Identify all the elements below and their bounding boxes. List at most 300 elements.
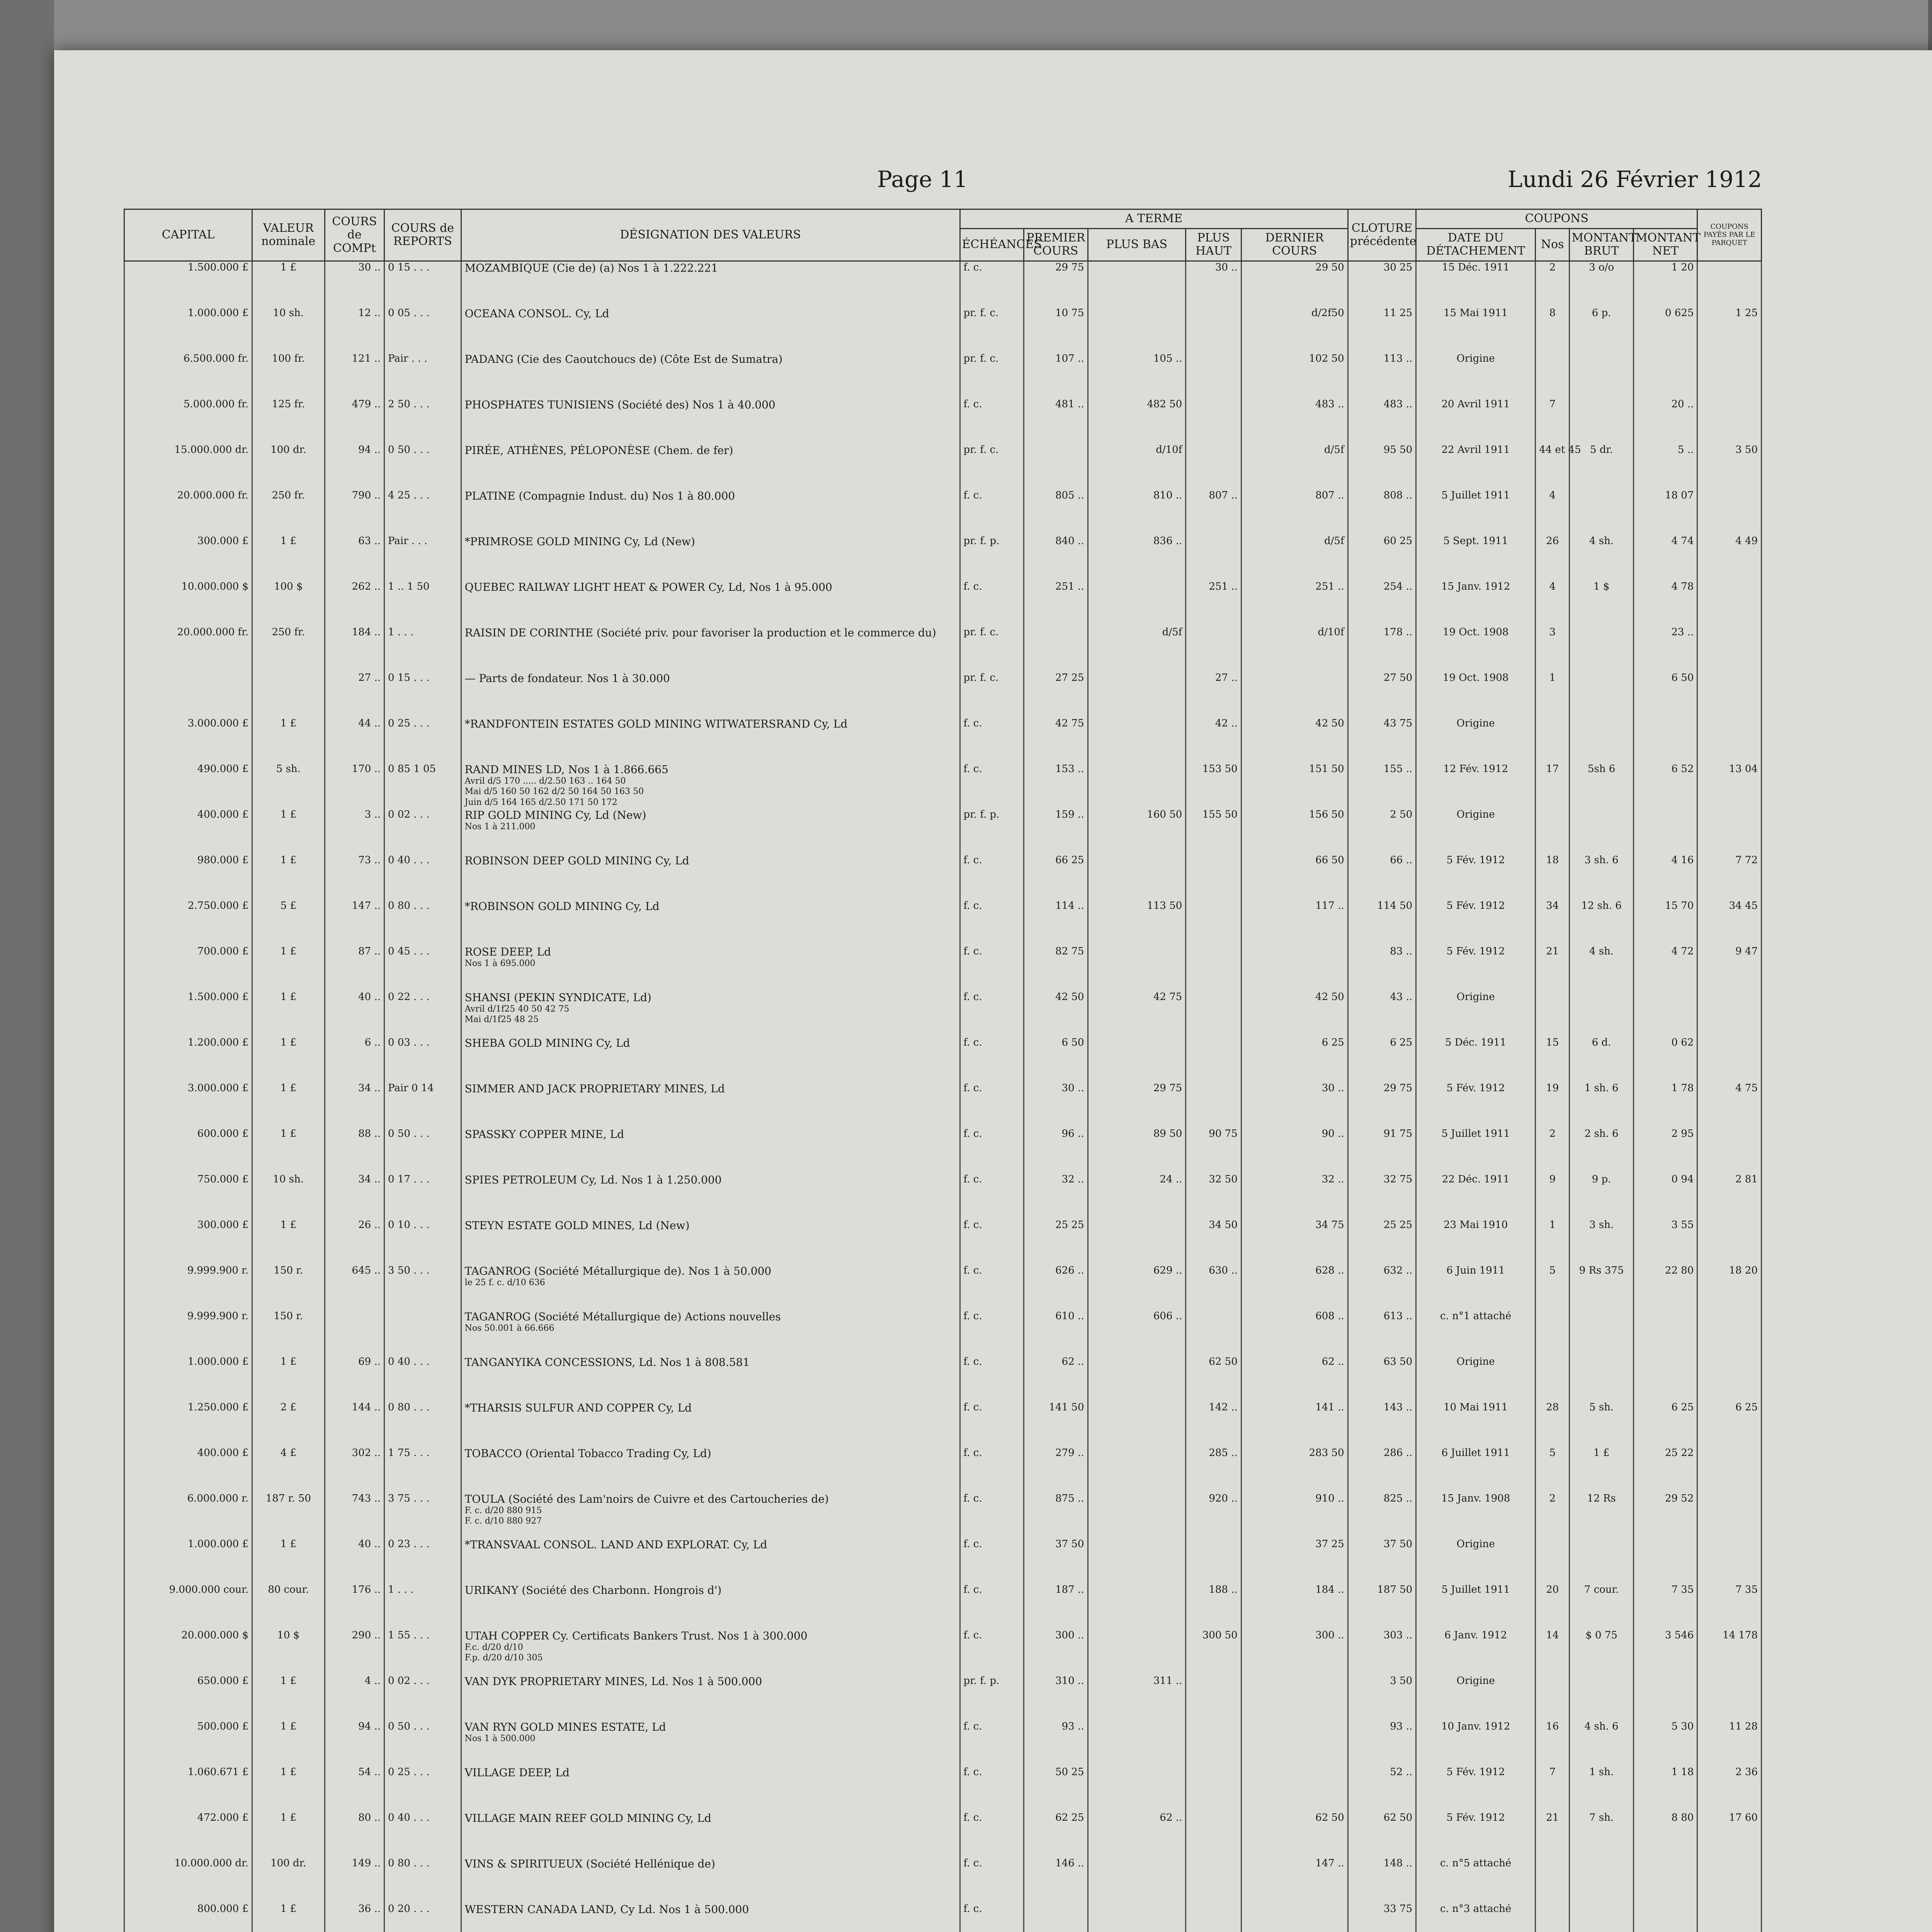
- col-designation: DÉSIGNATION DES VALEURS: [461, 209, 960, 261]
- cell-echeance: f. c.: [960, 1857, 1024, 1903]
- cell-capital: 1.500.000 £: [124, 991, 252, 1037]
- cell-capital: 2.750.000 £: [124, 900, 252, 946]
- cell-plus-bas: [1088, 1629, 1186, 1675]
- cell-net: 25 22: [1633, 1447, 1697, 1493]
- cell-brut: 1 sh.: [1570, 1766, 1634, 1812]
- cell-dernier: 147 ..: [1241, 1857, 1348, 1903]
- cell-date: 5 Déc. 1911: [1416, 1037, 1536, 1082]
- designation-sub: F. c. d/20 880 915: [464, 1505, 542, 1515]
- cell-cours-comp: 479 ..: [325, 398, 384, 444]
- cell-cours-comp: 34 ..: [325, 1082, 384, 1128]
- cell-designation: [461, 626, 960, 672]
- cell-brut: [1570, 1675, 1634, 1721]
- designation-text: UTAH COPPER Cy. Certificats Bankers Trust. Nos 1 à 300.000: [464, 1629, 808, 1642]
- designation-text: QUEBEC RAILWAY LIGHT HEAT & POWER Cy, Ld, Nos 1 à 95.000: [464, 580, 832, 594]
- cell-cloture: 113 ..: [1348, 353, 1416, 398]
- cell-plus-bas: [1088, 1857, 1186, 1903]
- cell-no: [1536, 1538, 1570, 1584]
- cell-designation: [461, 946, 960, 991]
- designation-sub: Nos 1 à 211.000: [464, 821, 536, 832]
- cell-dernier: 90 ..: [1241, 1128, 1348, 1173]
- cell-paye: [1697, 261, 1762, 307]
- cell-cours-reports: 0 50 . . .: [384, 444, 461, 490]
- cell-nominal: 1 £: [252, 1903, 325, 1932]
- cell-capital: 490.000 £: [124, 763, 252, 809]
- cell-dernier: 117 ..: [1241, 900, 1348, 946]
- cell-premier: 187 ..: [1024, 1584, 1088, 1629]
- designation-text: ROSE DEEP, Ld: [464, 945, 551, 958]
- cell-plus-haut: [1186, 353, 1241, 398]
- cell-cours-reports: 0 80 . . .: [384, 1401, 461, 1447]
- designation-sub: F.c. d/20 d/10: [464, 1642, 523, 1652]
- cell-no: [1536, 1903, 1570, 1932]
- col-dernier: DERNIER COURS: [1241, 228, 1348, 261]
- cell-nominal: 1 £: [252, 1538, 325, 1584]
- cell-brut: 6 d.: [1570, 1037, 1634, 1082]
- cell-cloture: 43 ..: [1348, 991, 1416, 1037]
- col-no: Nos: [1536, 228, 1570, 261]
- cell-date: Origine: [1416, 353, 1536, 398]
- designation-sub: Juin d/5 164 165 d/2.50 171 50 172: [464, 797, 617, 807]
- cell-brut: 1 sh. 6: [1570, 1082, 1634, 1128]
- cell-plus-haut: [1186, 1812, 1241, 1857]
- cell-paye: [1697, 1447, 1762, 1493]
- cell-paye: [1697, 626, 1762, 672]
- cell-no: 20: [1536, 1584, 1570, 1629]
- cell-cours-comp: 63 ..: [325, 535, 384, 581]
- table-row: [124, 581, 1762, 626]
- cell-no: 16: [1536, 1721, 1570, 1766]
- cell-cours-comp: 4 ..: [325, 1675, 384, 1721]
- cell-cours-comp: 80 ..: [325, 1812, 384, 1857]
- cell-brut: [1570, 991, 1634, 1037]
- cell-cloture: 187 50: [1348, 1584, 1416, 1629]
- cell-dernier: 156 50: [1241, 809, 1348, 854]
- cell-dernier: 910 ..: [1241, 1493, 1348, 1538]
- table-row: [124, 1493, 1762, 1538]
- cell-capital: 5.000.000 fr.: [124, 398, 252, 444]
- cell-designation: [461, 991, 960, 1037]
- cell-plus-haut: 251 ..: [1186, 581, 1241, 626]
- cell-echeance: pr. f. c.: [960, 672, 1024, 718]
- cell-dernier: 66 50: [1241, 854, 1348, 900]
- cell-cours-reports: 1 . . .: [384, 1584, 461, 1629]
- cell-cloture: 254 ..: [1348, 581, 1416, 626]
- cell-brut: [1570, 1857, 1634, 1903]
- cell-echeance: pr. f. p.: [960, 1675, 1024, 1721]
- cell-brut: [1570, 809, 1634, 854]
- cell-paye: [1697, 1128, 1762, 1173]
- cell-dernier: [1241, 946, 1348, 991]
- table-row: [124, 261, 1762, 307]
- cell-echeance: f. c.: [960, 1173, 1024, 1219]
- cell-brut: [1570, 1538, 1634, 1584]
- cell-paye: 13 04: [1697, 763, 1762, 809]
- cell-echeance: f. c.: [960, 1219, 1024, 1265]
- cell-designation: [461, 1265, 960, 1310]
- cell-brut: [1570, 672, 1634, 718]
- cell-brut: 9 Rs 375: [1570, 1265, 1634, 1310]
- cell-plus-bas: [1088, 672, 1186, 718]
- cell-cours-reports: 1 . . .: [384, 626, 461, 672]
- cell-dernier: [1241, 1903, 1348, 1932]
- cell-capital: 500.000 £: [124, 1721, 252, 1766]
- cell-net: 6 50: [1633, 672, 1697, 718]
- cell-cloture: 95 50: [1348, 444, 1416, 490]
- cell-capital: 472.000 £: [124, 1812, 252, 1857]
- cell-no: 26: [1536, 535, 1570, 581]
- cell-capital: 750.000 £: [124, 1173, 252, 1219]
- col-cours-reports: COURS de REPORTS: [384, 209, 461, 261]
- cell-designation: [461, 1356, 960, 1401]
- cell-echeance: f. c.: [960, 1493, 1024, 1538]
- cell-date: c. n°3 attaché: [1416, 1903, 1536, 1932]
- cell-dernier: d/10f: [1241, 626, 1348, 672]
- cell-date: Origine: [1416, 1538, 1536, 1584]
- page-header: [124, 166, 1762, 201]
- cell-echeance: f. c.: [960, 1310, 1024, 1356]
- cell-date: Origine: [1416, 991, 1536, 1037]
- cell-cloture: 825 ..: [1348, 1493, 1416, 1538]
- cell-brut: 12 Rs: [1570, 1493, 1634, 1538]
- cell-designation: [461, 809, 960, 854]
- cell-brut: [1570, 626, 1634, 672]
- cell-capital: 10.000.000 $: [124, 581, 252, 626]
- designation-text: MOZAMBIQUE (Cie de) (a) Nos 1 à 1.222.221: [464, 261, 718, 274]
- table-row: [124, 991, 1762, 1037]
- designation-text: *RANDFONTEIN ESTATES GOLD MINING WITWATERSRAND Cy, Ld: [464, 717, 848, 730]
- cell-cloture: 303 ..: [1348, 1629, 1416, 1675]
- cell-net: 6 25: [1633, 1401, 1697, 1447]
- table-row: [124, 1173, 1762, 1219]
- cell-premier: 481 ..: [1024, 398, 1088, 444]
- cell-designation: [461, 1128, 960, 1173]
- table-row: [124, 307, 1762, 353]
- cell-dernier: 37 25: [1241, 1538, 1348, 1584]
- cell-echeance: f. c.: [960, 991, 1024, 1037]
- cell-dernier: 32 ..: [1241, 1173, 1348, 1219]
- cell-cours-reports: 1 55 . . .: [384, 1629, 461, 1675]
- cell-cours-comp: 302 ..: [325, 1447, 384, 1493]
- cell-no: [1536, 718, 1570, 763]
- cell-plus-bas: 42 75: [1088, 991, 1186, 1037]
- cell-net: [1633, 1857, 1697, 1903]
- designation-text: RAND MINES LD, Nos 1 à 1.866.665: [464, 763, 668, 776]
- cell-premier: 146 ..: [1024, 1857, 1088, 1903]
- designation-text: STEYN ESTATE GOLD MINES, Ld (New): [464, 1219, 690, 1232]
- cell-designation: [461, 718, 960, 763]
- cell-date: 5 Juillet 1911: [1416, 490, 1536, 535]
- cell-paye: 2 81: [1697, 1173, 1762, 1219]
- cell-cours-reports: 3 75 . . .: [384, 1493, 461, 1538]
- cell-net: [1633, 718, 1697, 763]
- cell-plus-haut: [1186, 1310, 1241, 1356]
- cell-net: 20 ..: [1633, 398, 1697, 444]
- cell-cours-reports: 0 40 . . .: [384, 1812, 461, 1857]
- cell-date: 5 Fév. 1912: [1416, 900, 1536, 946]
- cell-cours-reports: 0 40 . . .: [384, 854, 461, 900]
- cell-no: 17: [1536, 763, 1570, 809]
- cell-cours-comp: 121 ..: [325, 353, 384, 398]
- table-row: [124, 1356, 1762, 1401]
- cell-date: Origine: [1416, 1675, 1536, 1721]
- designation-text: SHANSI (PEKIN SYNDICATE, Ld): [464, 991, 651, 1004]
- cell-premier: 153 ..: [1024, 763, 1088, 809]
- cell-cours-comp: 40 ..: [325, 1538, 384, 1584]
- cell-echeance: f. c.: [960, 261, 1024, 307]
- cell-cours-reports: 0 17 . . .: [384, 1173, 461, 1219]
- cell-no: 5: [1536, 1265, 1570, 1310]
- cell-cours-reports: 0 80 . . .: [384, 900, 461, 946]
- cell-date: 19 Oct. 1908: [1416, 626, 1536, 672]
- cell-dernier: [1241, 1675, 1348, 1721]
- cell-cours-reports: 2 50 . . .: [384, 398, 461, 444]
- cell-net: 3 546: [1633, 1629, 1697, 1675]
- designation-sub: F.p. d/20 d/10 305: [464, 1653, 543, 1663]
- col-montant-brut: MONTANT BRUT: [1570, 228, 1634, 261]
- cell-premier: 300 ..: [1024, 1629, 1088, 1675]
- cell-cours-reports: 0 45 . . .: [384, 946, 461, 991]
- cell-no: [1536, 1857, 1570, 1903]
- cell-nominal: 5 £: [252, 900, 325, 946]
- cell-net: [1633, 809, 1697, 854]
- cell-paye: 14 178: [1697, 1629, 1762, 1675]
- cell-net: 0 94: [1633, 1173, 1697, 1219]
- designation-text: *TRANSVAAL CONSOL. LAND AND EXPLORAT. Cy, Ld: [464, 1538, 767, 1551]
- cell-date: 15 Janv. 1908: [1416, 1493, 1536, 1538]
- cell-capital: 1.000.000 £: [124, 307, 252, 353]
- cell-plus-bas: [1088, 854, 1186, 900]
- table-row: [124, 672, 1762, 718]
- cell-net: 1 18: [1633, 1766, 1697, 1812]
- cell-cours-comp: 290 ..: [325, 1629, 384, 1675]
- designation-text: TANGANYIKA CONCESSIONS, Ld. Nos 1 à 808.581: [464, 1355, 750, 1369]
- cell-capital: 20.000.000 $: [124, 1629, 252, 1675]
- table-row: [124, 1219, 1762, 1265]
- cell-cours-reports: 0 02 . . .: [384, 1675, 461, 1721]
- cell-cloture: 25 25: [1348, 1219, 1416, 1265]
- cell-echeance: f. c.: [960, 1447, 1024, 1493]
- cell-cours-comp: 743 ..: [325, 1493, 384, 1538]
- table-row: [124, 809, 1762, 854]
- cell-date: 20 Avril 1911: [1416, 398, 1536, 444]
- cell-capital: 650.000 £: [124, 1675, 252, 1721]
- cell-plus-haut: 188 ..: [1186, 1584, 1241, 1629]
- table-header-row: [124, 209, 1762, 229]
- col-premier: PREMIER COURS: [1024, 228, 1088, 261]
- cell-paye: 17 60: [1697, 1812, 1762, 1857]
- cell-cloture: 29 75: [1348, 1082, 1416, 1128]
- designation-sub: Nos 1 à 695.000: [464, 958, 536, 968]
- cell-plus-haut: [1186, 1538, 1241, 1584]
- cell-plus-bas: [1088, 1903, 1186, 1932]
- cell-cloture: 93 ..: [1348, 1721, 1416, 1766]
- cell-nominal: 100 fr.: [252, 353, 325, 398]
- cell-cours-comp: 12 ..: [325, 307, 384, 353]
- col-date-det: DATE DU DÉTACHEMENT: [1416, 228, 1536, 261]
- cell-echeance: f. c.: [960, 398, 1024, 444]
- cell-echeance: f. c.: [960, 490, 1024, 535]
- cell-plus-bas: [1088, 261, 1186, 307]
- cell-paye: [1697, 1219, 1762, 1265]
- table-row: [124, 1310, 1762, 1356]
- cell-plus-bas: [1088, 1584, 1186, 1629]
- cell-echeance: pr. f. c.: [960, 307, 1024, 353]
- cell-paye: 4 75: [1697, 1082, 1762, 1128]
- cell-designation: [461, 1721, 960, 1766]
- cell-designation: [461, 1812, 960, 1857]
- designation-sub: Mai d/1f25 48 25: [464, 1015, 539, 1024]
- cell-brut: 3 o/o: [1570, 261, 1634, 307]
- cell-date: 15 Déc. 1911: [1416, 261, 1536, 307]
- cell-no: [1536, 809, 1570, 854]
- cell-plus-bas: [1088, 946, 1186, 991]
- cell-cloture: 33 75: [1348, 1903, 1416, 1932]
- cell-dernier: [1241, 1766, 1348, 1812]
- cell-cloture: 32 75: [1348, 1173, 1416, 1219]
- cell-no: [1536, 1356, 1570, 1401]
- cell-plus-haut: [1186, 1675, 1241, 1721]
- cell-capital: 300.000 £: [124, 1219, 252, 1265]
- cell-plus-haut: [1186, 535, 1241, 581]
- cell-plus-haut: 153 50: [1186, 763, 1241, 809]
- cell-plus-bas: [1088, 1493, 1186, 1538]
- cell-plus-haut: [1186, 991, 1241, 1037]
- cell-brut: 5 dr.: [1570, 444, 1634, 490]
- cell-premier: 159 ..: [1024, 809, 1088, 854]
- cell-plus-haut: [1186, 1903, 1241, 1932]
- col-montant-net: MONTANT NET: [1633, 228, 1697, 261]
- cell-designation: [461, 535, 960, 581]
- cell-brut: 2 sh. 6: [1570, 1128, 1634, 1173]
- cell-dernier: 34 75: [1241, 1219, 1348, 1265]
- cell-paye: 7 72: [1697, 854, 1762, 900]
- cell-cloture: 52 ..: [1348, 1766, 1416, 1812]
- cell-net: 7 35: [1633, 1584, 1697, 1629]
- cell-nominal: 10 sh.: [252, 1173, 325, 1219]
- cell-echeance: f. c.: [960, 1128, 1024, 1173]
- cell-plus-haut: [1186, 444, 1241, 490]
- cell-plus-haut: [1186, 1857, 1241, 1903]
- cell-nominal: 250 fr.: [252, 626, 325, 672]
- cell-cours-reports: [384, 1310, 461, 1356]
- cell-echeance: f. c.: [960, 946, 1024, 991]
- designation-text: ROBINSON DEEP GOLD MINING Cy, Ld: [464, 854, 689, 867]
- cell-plus-haut: 142 ..: [1186, 1401, 1241, 1447]
- cell-echeance: pr. f. c.: [960, 626, 1024, 672]
- cell-paye: 7 35: [1697, 1584, 1762, 1629]
- cell-brut: [1570, 1310, 1634, 1356]
- cell-no: 3: [1536, 626, 1570, 672]
- cell-net: [1633, 1538, 1697, 1584]
- cell-net: 5 ..: [1633, 444, 1697, 490]
- cell-net: 8 80: [1633, 1812, 1697, 1857]
- table-row: [124, 1629, 1762, 1675]
- designation-text: TAGANROG (Société Métallurgique de). Nos 1 à 50.000: [464, 1264, 772, 1277]
- cell-net: 5 30: [1633, 1721, 1697, 1766]
- cell-nominal: 150 r.: [252, 1310, 325, 1356]
- cell-nominal: 1 £: [252, 1766, 325, 1812]
- cell-echeance: f. c.: [960, 1265, 1024, 1310]
- cell-plus-haut: 32 50: [1186, 1173, 1241, 1219]
- cell-nominal: 1 £: [252, 809, 325, 854]
- cell-no: 2: [1536, 1493, 1570, 1538]
- cell-capital: 15.000.000 dr.: [124, 444, 252, 490]
- cell-paye: [1697, 490, 1762, 535]
- cell-brut: 1 £: [1570, 1447, 1634, 1493]
- cell-date: Origine: [1416, 809, 1536, 854]
- cell-date: c. n°5 attaché: [1416, 1857, 1536, 1903]
- cell-net: 1 78: [1633, 1082, 1697, 1128]
- cell-designation: [461, 490, 960, 535]
- col-cours-comp: COURS de COMPt: [325, 209, 384, 261]
- cell-brut: 4 sh.: [1570, 946, 1634, 991]
- cell-premier: 114 ..: [1024, 900, 1088, 946]
- table-row: [124, 900, 1762, 946]
- cell-cours-comp: 6 ..: [325, 1037, 384, 1082]
- cell-nominal: 1 £: [252, 1675, 325, 1721]
- cell-nominal: 4 £: [252, 1447, 325, 1493]
- cell-dernier: 283 50: [1241, 1447, 1348, 1493]
- cell-brut: [1570, 490, 1634, 535]
- cell-cours-reports: 1 .. 1 50: [384, 581, 461, 626]
- table-row: [124, 535, 1762, 581]
- cell-capital: 980.000 £: [124, 854, 252, 900]
- cell-nominal: 125 fr.: [252, 398, 325, 444]
- quotations-table: [124, 209, 1762, 1932]
- cell-echeance: f. c.: [960, 1903, 1024, 1932]
- table-row: [124, 854, 1762, 900]
- table-row: [124, 1037, 1762, 1082]
- cell-premier: 310 ..: [1024, 1675, 1088, 1721]
- table-row: [124, 444, 1762, 490]
- cell-cours-reports: 0 85 1 05: [384, 763, 461, 809]
- cell-cours-reports: Pair . . .: [384, 353, 461, 398]
- cell-nominal: 1 £: [252, 1721, 325, 1766]
- cell-designation: [461, 900, 960, 946]
- cell-brut: [1570, 1903, 1634, 1932]
- cell-paye: 1 25: [1697, 307, 1762, 353]
- cell-premier: 37 50: [1024, 1538, 1088, 1584]
- cell-nominal: 1 £: [252, 946, 325, 991]
- cell-cours-reports: Pair 0 14: [384, 1082, 461, 1128]
- cell-plus-bas: 629 ..: [1088, 1265, 1186, 1310]
- cell-nominal: 1 £: [252, 991, 325, 1037]
- designation-text: SPASSKY COPPER MINE, Ld: [464, 1128, 624, 1141]
- cell-cours-comp: 30 ..: [325, 261, 384, 307]
- cell-dernier: 102 50: [1241, 353, 1348, 398]
- cell-echeance: pr. f. p.: [960, 809, 1024, 854]
- cell-brut: [1570, 353, 1634, 398]
- cell-echeance: f. c.: [960, 718, 1024, 763]
- cell-plus-haut: [1186, 1082, 1241, 1128]
- table-row: [124, 1128, 1762, 1173]
- cell-echeance: f. c.: [960, 1538, 1024, 1584]
- table-row: [124, 1903, 1762, 1932]
- designation-text: *THARSIS SULFUR AND COPPER Cy, Ld: [464, 1401, 692, 1414]
- cell-dernier: 29 50: [1241, 261, 1348, 307]
- designation-text: URIKANY (Société des Charbonn. Hongrois d'): [464, 1583, 722, 1597]
- cell-nominal: 10 sh.: [252, 307, 325, 353]
- cell-plus-haut: 920 ..: [1186, 1493, 1241, 1538]
- cell-capital: 20.000.000 fr.: [124, 490, 252, 535]
- cell-cours-comp: 262 ..: [325, 581, 384, 626]
- cell-plus-haut: [1186, 1037, 1241, 1082]
- cell-dernier: 628 ..: [1241, 1265, 1348, 1310]
- cell-plus-haut: [1186, 946, 1241, 991]
- cell-paye: [1697, 1675, 1762, 1721]
- cell-net: 4 78: [1633, 581, 1697, 626]
